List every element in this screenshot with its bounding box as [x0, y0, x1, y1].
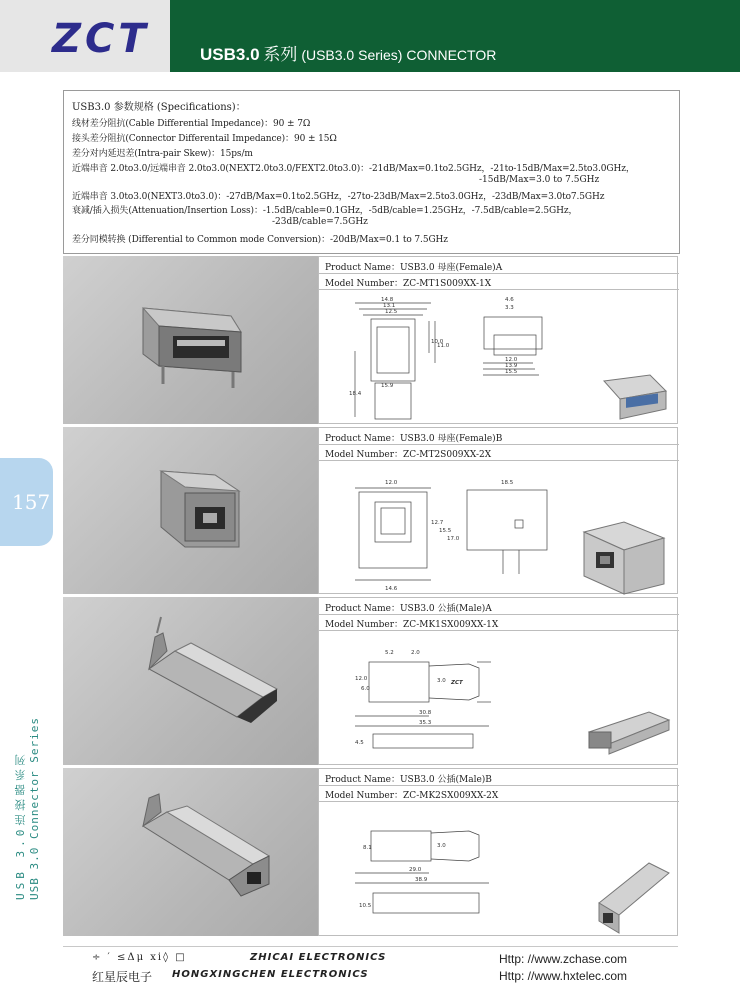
specifications-box — [63, 90, 680, 254]
dim-label: 35.3 — [419, 720, 432, 726]
header-title-panel — [170, 0, 740, 72]
dim-label: 18.5 — [501, 480, 514, 486]
dim-label: 12.7 — [431, 520, 444, 526]
product-female-b — [63, 427, 678, 594]
company-name-hongxingchen: HONGXINGCHEN ELECTRONICS — [172, 969, 369, 980]
product-male-a — [63, 597, 678, 765]
dim-label: 12.0 — [505, 357, 518, 363]
dim-label: 14.6 — [385, 586, 398, 592]
spec-title: USB3.0 参数规格 (Specifications)： — [72, 102, 246, 113]
product-name-row — [319, 257, 679, 274]
product-name-row — [319, 428, 679, 445]
spec-line: 线材差分阻抗(Cable Differential Impedance)：90 ± 7Ω — [72, 119, 311, 129]
header-logo-panel — [0, 0, 170, 72]
male-b-photo-icon — [63, 768, 318, 936]
dim-label: 6.0 — [361, 686, 370, 692]
model-number: Model Number：ZC-MK1SX009XX-1X — [325, 620, 499, 630]
female-a-render — [604, 375, 666, 419]
male-a-photo-icon — [63, 597, 318, 765]
male-b-render — [599, 863, 669, 933]
dim-label: 29.0 — [409, 867, 422, 873]
model-number: Model Number：ZC-MK2SX009XX-2X — [325, 791, 499, 801]
model-number-row — [319, 273, 679, 290]
dim-label: 30.8 — [419, 710, 432, 716]
spec-line-cont: -23dB/cable=7.5GHz — [272, 217, 368, 227]
spec-line: 差分同模转换 (Differential to Common mode Conversion)：-20dB/Max=0.1 to 7.5GHz — [72, 235, 448, 245]
dim-label: 38.9 — [415, 877, 428, 883]
spec-line-cont: -15dB/Max=3.0 to 7.5GHz — [479, 175, 600, 185]
title-main: USB3.0 — [200, 45, 260, 64]
company-name-cn: 红星辰电子 — [92, 970, 153, 984]
dim-label: 3.3 — [505, 305, 514, 311]
spec-line: 差分对内延迟差(Intra-pair Skew)：15ps/m — [72, 149, 253, 159]
product-name-row — [319, 769, 679, 786]
drawing-logo: ZCT — [451, 680, 463, 686]
technical-drawing — [319, 632, 679, 766]
dim-label: 12.0 — [355, 676, 368, 682]
dim-label: 12.5 — [385, 309, 398, 315]
dim-label: 11.0 — [437, 343, 450, 349]
footer-divider — [63, 946, 678, 947]
spec-line: 近端串音 3.0to3.0(NEXT3.0to3.0)：-27dB/Max=0.1to2.5GHz，-27to-23dB/Max=2.5to3.0GHz，-23dB/Max=3.0to7.5GHz — [72, 192, 605, 202]
dim-label: 18.4 — [349, 391, 362, 397]
dim-label: 17.0 — [447, 536, 460, 542]
side-series-en: USB 3.0 Connector Series — [28, 717, 41, 900]
website-link-hxtelec[interactable]: Http: //www.hxtelec.com — [499, 969, 628, 983]
dim-label: 14.8 — [381, 297, 394, 303]
model-number: Model Number：ZC-MT2S009XX-2X — [325, 450, 492, 460]
product-photo — [63, 768, 318, 936]
product-name: Product Name：USB3.0 母座(Female)A — [325, 263, 503, 273]
drawing-mark: 3.0 — [437, 678, 446, 684]
product-male-b — [63, 768, 678, 936]
dim-label: 13.1 — [383, 303, 396, 309]
dim-label: 10.0 — [431, 339, 444, 345]
product-photo — [63, 256, 318, 424]
spec-line: 接头差分阻抗(Connector Differentail Impedance)：90 ± 15Ω — [72, 134, 337, 144]
dim-label: 5.2 — [385, 650, 394, 656]
page-number: 157 — [12, 490, 51, 514]
technical-drawing — [319, 462, 679, 595]
page-title — [200, 40, 496, 65]
website-link-zchase[interactable]: Http: //www.zchase.com — [499, 952, 628, 966]
technical-drawing — [319, 803, 679, 937]
dim-label: 12.0 — [385, 480, 398, 486]
product-photo — [63, 427, 318, 594]
drawing-mark: 3.0 — [437, 843, 446, 849]
footer-symbols: ÷ ′ ≤Δμ xi◊ □ — [92, 952, 187, 963]
product-info — [318, 597, 678, 765]
product-info — [318, 768, 678, 936]
model-number-row — [319, 444, 679, 461]
dim-label: 2.0 — [411, 650, 420, 656]
dim-label: 15.9 — [381, 383, 394, 389]
female-a-photo-icon — [63, 256, 318, 424]
dim-label: 10.5 — [359, 903, 372, 909]
female-b-render — [584, 522, 664, 594]
product-name: Product Name：USB3.0 母座(Female)B — [325, 434, 503, 444]
technical-drawing — [319, 291, 679, 425]
model-number-row — [319, 614, 679, 631]
model-number: Model Number：ZC-MT1S009XX-1X — [325, 279, 492, 289]
product-info — [318, 427, 678, 594]
side-series-cn: USB 3.0连接器系列 — [14, 750, 27, 900]
product-name-row — [319, 598, 679, 615]
model-number-row — [319, 785, 679, 802]
spec-line: 衰减/插入损失(Attenuation/Insertion Loss)：-1.5dB/cable=0.1GHz，-5dB/cable=1.25GHz，-7.5dB/cable=2.5GHz， — [72, 206, 578, 216]
female-b-photo-icon — [63, 427, 318, 594]
product-photo — [63, 597, 318, 765]
title-cn: 系列 — [263, 45, 298, 64]
product-name: Product Name：USB3.0 公插(Male)A — [325, 604, 492, 614]
product-info — [318, 256, 678, 424]
dim-label: 4.5 — [355, 740, 364, 746]
spec-line: 近端串音 2.0to3.0/远端串音 2.0to3.0(NEXT2.0to3.0/FEXT2.0to3.0)：-21dB/Max=0.1to2.5GHz，-21to-15dB/Max=2.5to3.0GHz， — [72, 164, 635, 174]
dim-label: 13.9 — [505, 363, 518, 369]
dim-label: 8.1 — [363, 845, 372, 851]
company-name-zhicai: ZHICAI ELECTRONICS — [250, 952, 387, 963]
product-name: Product Name：USB3.0 公插(Male)B — [325, 775, 492, 785]
zct-logo: ZCT — [52, 16, 150, 62]
title-en: (USB3.0 Series) CONNECTOR — [301, 47, 497, 63]
product-female-a — [63, 256, 678, 424]
dim-label: 4.6 — [505, 297, 514, 303]
male-a-render — [589, 712, 669, 754]
dim-label: 15.5 — [439, 528, 452, 534]
dim-label: 15.5 — [505, 369, 518, 375]
